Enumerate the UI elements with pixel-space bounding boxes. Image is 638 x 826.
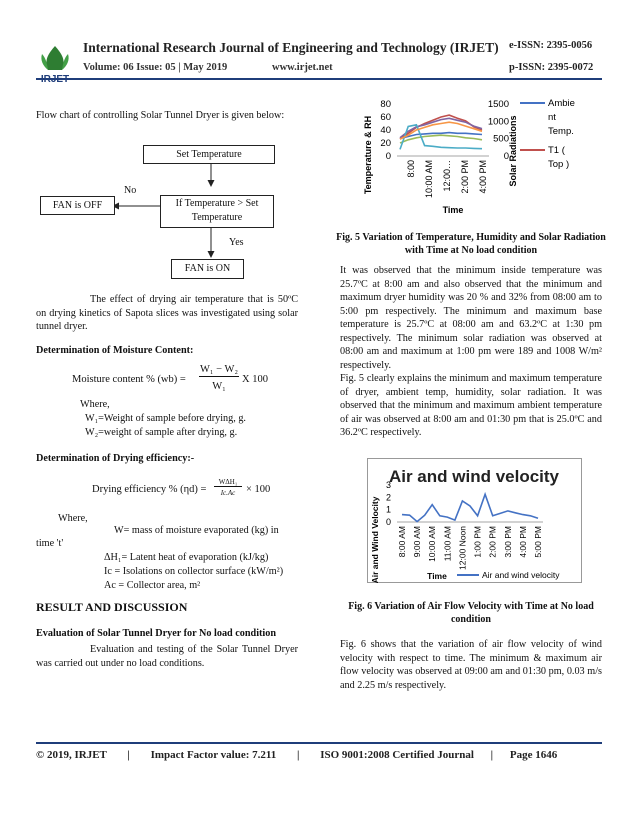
footer-copyright: © 2019, IRJET bbox=[36, 749, 107, 761]
header-rule bbox=[36, 78, 602, 80]
moisture-heading: Determination of Moisture Content: bbox=[36, 345, 194, 356]
evaluation-paragraph: Evaluation and testing of the Solar Tunnel Dryer was carried out under no load conditions. bbox=[36, 644, 298, 669]
fig5-caption: Fig. 5 Variation of Temperature, Humidity and Solar Radiation with Time at No load condition bbox=[336, 232, 606, 256]
fig5-chart bbox=[340, 93, 602, 217]
fig6-y-tick-label: 2 bbox=[385, 492, 391, 503]
ac-definition: Ac = Collector area, m² bbox=[104, 580, 201, 591]
moisture-formula-rhs: X 100 bbox=[242, 374, 268, 385]
journal-url[interactable]: www.irjet.net bbox=[272, 62, 333, 73]
fig6-x-tick-label: 4:00 PM bbox=[517, 526, 528, 558]
fig6-chart bbox=[367, 458, 582, 583]
dh-definition: ΔH₁= Latent heat of evaporation (kJ/kg) bbox=[104, 552, 269, 563]
ic-definition: Ic = Isolations on collector surface (kW/m²) bbox=[104, 566, 284, 577]
observation-paragraph-1: It was observed that the minimum inside temperature was 25.7ºC at 8:00 am and also observed that the minimum and maximum dryer humidity was 20 % and 32% from 08:00 am to 5:00 pm respectively. The minimum and maximum base temperature is 25.7ºC at 08:00 am and 63.2ºC at 1:30 pm respectively. The minimum solar radiation was observed at 08:00 am and maximum at 1:00 pm were 189 and 1008 W/m² respectively. bbox=[340, 265, 602, 371]
flowchart-intro: Flow chart of controlling Solar Tunnel Dryer is given below: bbox=[36, 110, 285, 121]
footer-page-number: Page 1646 bbox=[509, 749, 558, 761]
fig6-legend-label: Air and wind velocity bbox=[482, 570, 560, 580]
fig6-x-tick-label: 1:00 PM bbox=[472, 526, 483, 558]
efficiency-formula-rhs: × 100 bbox=[246, 484, 271, 495]
efficiency-formula-denominator: Ic.Ac bbox=[220, 489, 236, 497]
flow-yes-label: Yes bbox=[229, 237, 244, 248]
fig6-y-tick-label: 0 bbox=[385, 517, 391, 527]
flow-fan-off: FAN is OFF bbox=[40, 196, 115, 215]
observation-paragraph-2: Fig. 5 clearly explains the minimum and maximum temperature of dryer, ambient temp, humidity, solar radiation. It was observed that the minimum and maximum ambient temperature of air was observed at 8:00 am and 01:30 pm that is 25.0ºC and 36.2ºC respectively. bbox=[340, 373, 602, 438]
fig5-y-tick-label: 20 bbox=[380, 138, 391, 149]
efficiency-formula-numerator: WΔH₁ bbox=[214, 478, 242, 487]
footer-rule bbox=[36, 742, 602, 744]
fig5-x-tick-label: 10:00 AM bbox=[424, 160, 434, 199]
fig5-y-tick-label: 60 bbox=[380, 112, 391, 123]
efficiency-heading: Determination of Drying efficiency:- bbox=[36, 453, 195, 464]
flow-decision-line1: If Temperature > Set bbox=[175, 198, 259, 209]
fig6-y-tick-label: 3 bbox=[385, 480, 391, 490]
fig6-x-tick-label: 11:00 AM bbox=[442, 526, 453, 562]
volume-issue: Volume: 06 Issue: 05 | May 2019 bbox=[83, 62, 228, 73]
fig5-x-tick-label: 8:00 bbox=[406, 160, 416, 178]
w2-definition: W₂=weight of sample after drying, g. bbox=[85, 427, 238, 438]
fig6-y-tick-label: 1 bbox=[385, 504, 391, 515]
flow-fan-on: FAN is ON bbox=[171, 259, 244, 279]
fig5-legend-label: Top ) bbox=[548, 159, 570, 170]
flow-decision bbox=[160, 195, 274, 228]
fig6-x-tick-label: 5:00 PM bbox=[533, 526, 543, 558]
fig5-legend-label: nt bbox=[548, 112, 556, 123]
moisture-formula-denominator: W₁ bbox=[212, 381, 226, 392]
w-definition: W= mass of moisture evaporated (kg) in bbox=[114, 525, 279, 536]
drying-effect-paragraph: The effect of drying air temperature that is 50ºC on drying kinetics of Sapota slices was investigated using solar tunnel dryer. bbox=[36, 294, 298, 332]
moisture-formula-numerator: W₁ − W₂ bbox=[199, 364, 239, 375]
fig6-y-axis-label: Air and Wind Velocity bbox=[370, 496, 380, 583]
fig5-y-tick-label: 40 bbox=[380, 125, 391, 136]
fig5-y2-tick-label: 1500 bbox=[487, 99, 509, 110]
fig6-x-tick-label: 9:00 AM bbox=[412, 526, 423, 558]
fig5-x-tick-label: 2:00 PM bbox=[460, 160, 470, 194]
flow-no-label: No bbox=[124, 185, 137, 196]
e-issn: e-ISSN: 2395-0056 bbox=[509, 40, 593, 51]
fig5-y2-tick-label: 500 bbox=[493, 133, 509, 145]
fig6-x-tick-label: 2:00 PM bbox=[487, 526, 498, 558]
flow-decision-line2: Temperature bbox=[191, 212, 243, 223]
where-label-2: Where, bbox=[58, 513, 88, 524]
fig6-chart-title: Air and wind velocity bbox=[388, 467, 560, 486]
fig5-legend-label: Ambie bbox=[548, 98, 575, 109]
fig5-y2-axis-label: Solar Radiations bbox=[508, 115, 518, 187]
fig6-x-tick-label: 8:00 AM bbox=[397, 526, 407, 558]
fig5-series-line bbox=[400, 135, 482, 143]
fig5-x-tick-label: 4:00 PM bbox=[478, 160, 488, 194]
w1-definition: W₁=Weight of sample before drying, g. bbox=[85, 413, 246, 424]
observation-paragraph-3: Fig. 6 shows that the variation of air flow velocity of wind velocity with respect to time. The minimum & maximum air flow velocity was observed at 09:00 am and 01:30 pm, 0.03 m/s and 2.25 m/s respectively. bbox=[340, 639, 602, 691]
efficiency-formula-lhs: Drying efficiency % (ηd) = bbox=[92, 484, 207, 495]
fig6-x-axis-label: Time bbox=[427, 571, 447, 581]
fig5-y-axis-label: Temperature & RH bbox=[363, 115, 373, 195]
fig5-y-tick-label: 80 bbox=[380, 99, 391, 110]
footer: © 2019, IRJET | Impact Factor value: 7.211 | ISO 9001:2008 Certified Journal | Page 1646 bbox=[36, 749, 558, 761]
fig5-x-axis-label: Time bbox=[442, 205, 464, 215]
evaluation-heading: Evaluation of Solar Tunnel Dryer for No load condition bbox=[36, 628, 277, 639]
fig6-x-tick-label: 12:00 Noon bbox=[457, 526, 468, 570]
fig6-x-tick-label: 3:00 PM bbox=[502, 526, 513, 558]
fig5-y2-tick-label: 1000 bbox=[487, 116, 509, 128]
p-issn: p-ISSN: 2395-0072 bbox=[509, 62, 594, 73]
fig5-x-tick-label: 12:00… bbox=[442, 160, 452, 192]
footer-impact-factor: Impact Factor value: 7.211 bbox=[150, 749, 277, 761]
w-definition-cont: time 't' bbox=[36, 538, 64, 549]
where-label-1: Where, bbox=[80, 399, 110, 410]
fig5-legend-label: Temp. bbox=[548, 126, 574, 137]
moisture-formula-lhs: Moisture content % (wb) = bbox=[72, 374, 186, 385]
result-heading: RESULT AND DISCUSSION bbox=[36, 600, 188, 614]
fig5-y2-tick-label: 0 bbox=[503, 151, 509, 162]
fig5-y-tick-label: 0 bbox=[385, 151, 391, 162]
fig6-caption: Fig. 6 Variation of Air Flow Velocity with Time at No load condition bbox=[348, 601, 594, 625]
fig6-x-tick-label: 10:00 AM bbox=[427, 526, 438, 562]
flow-set-temperature: Set Temperature bbox=[143, 145, 275, 164]
fig5-legend-label: T1 ( bbox=[548, 145, 565, 156]
footer-iso: ISO 9001:2008 Certified Journal bbox=[320, 749, 474, 761]
journal-title: International Research Journal of Engineering and Technology (IRJET) bbox=[83, 40, 499, 55]
